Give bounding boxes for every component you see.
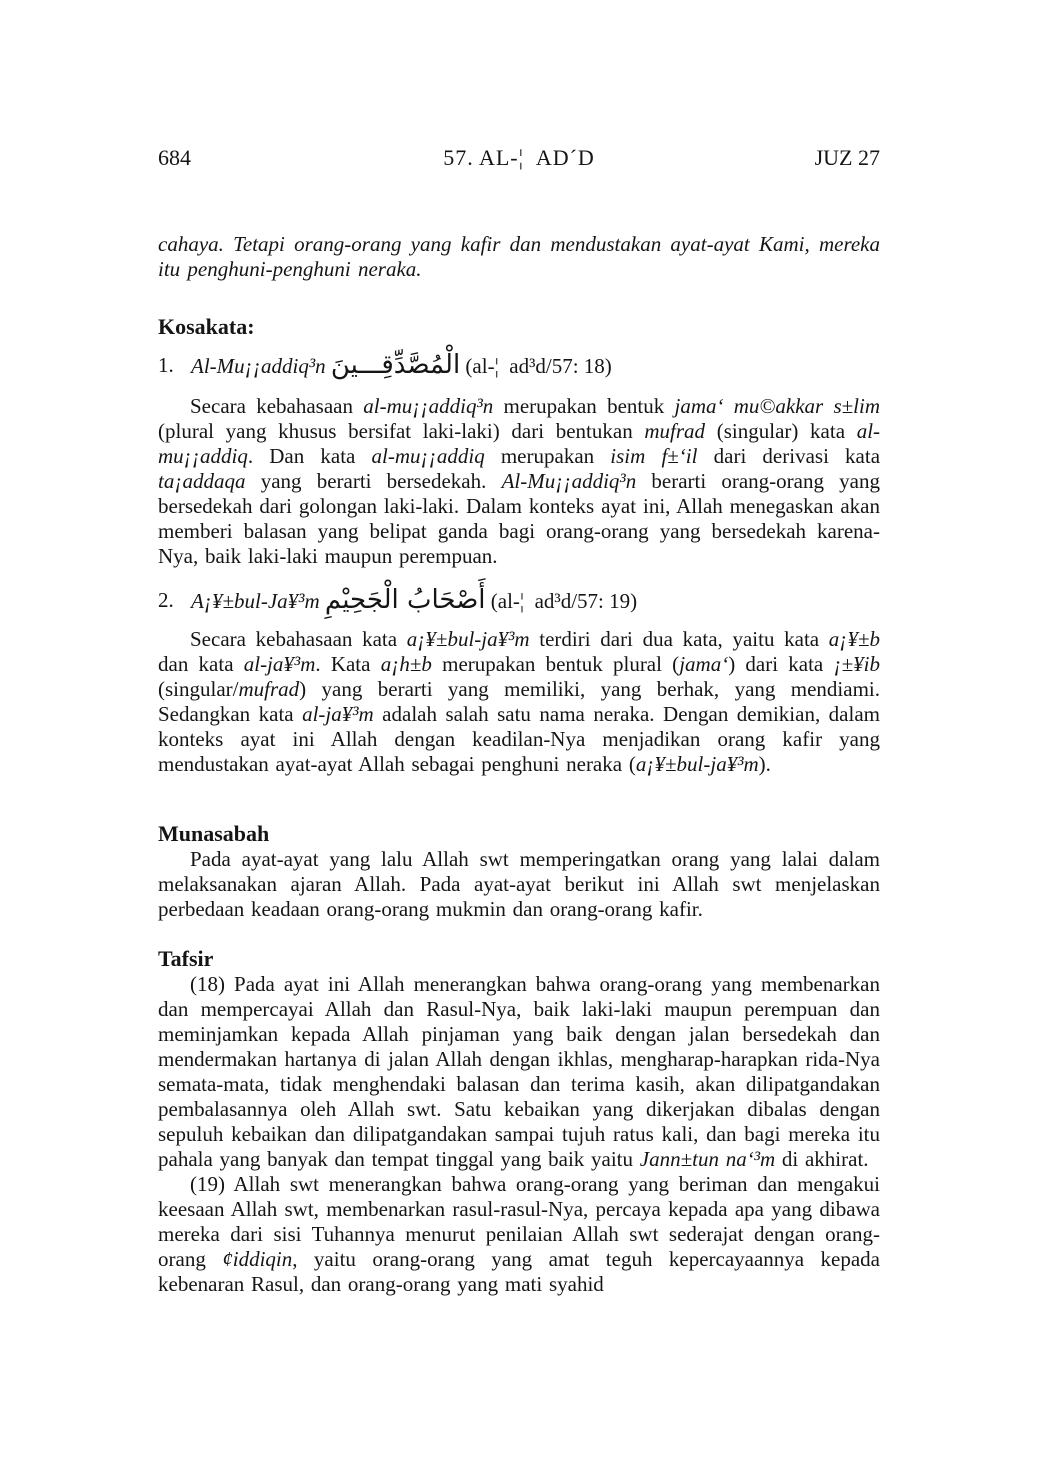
translation-quote-paragraph: cahaya. Tetapi orang-orang yang kafir dan mendustakan ayat-ayat Kami, mereka itu penghuni-penghuni neraka. xyxy=(158,232,880,281)
tafsir-paragraph-19: (19) Allah swt menerangkan bahwa orang-orang yang beriman dan mengakui keesaan Allah swt, membenarkan rasul-rasul-Nya, percaya kepada apa yang dibawa mereka dari sisi Tuhannya menurut penilaian Allah swt sederajat dengan orang-orang ¢iddiqin, yaitu orang-orang yang amat teguh kepercayaannya kepada kebenaran Rasul, dan orang-orang yang mati syahid xyxy=(158,1172,880,1296)
kosakata-heading: Kosakata: xyxy=(158,314,255,339)
vocab-item-2-number: 2. xyxy=(158,588,174,612)
munasabah-heading: Munasabah xyxy=(158,821,270,846)
juz-label: JUZ 27 xyxy=(814,145,880,170)
vocab-item-1 xyxy=(158,342,880,389)
page-header xyxy=(158,146,880,170)
vocab-item-1-term-line: Al-Mu¡¡addiq³n الْمُصَّدِّقِـــينَ (al-¦ ad³d/57: 18) xyxy=(191,350,612,380)
munasabah-paragraph: Pada ayat-ayat yang lalu Allah swt memperingatkan orang yang lalai dalam melaksanakan ajaran Allah. Pada ayat-ayat berikut ini Allah swt menjelaskan perbedaan keadaan orang-orang mukmin dan orang-orang kafir. xyxy=(158,847,880,921)
vocab-item-2-term-line: A¡¥±bul-Ja¥³m أَصْحَابُ الْجَحِيْمِ (al-¦ ad³d/57: 19) xyxy=(191,585,638,615)
page-number: 684 xyxy=(158,145,191,170)
tafsir-body xyxy=(158,972,880,1297)
vocab-item-2 xyxy=(158,577,880,624)
vocab-item-1-number: 1. xyxy=(158,353,174,377)
vocab-item-2-body: Secara kebahasaan kata a¡¥±bul-ja¥³m terdiri dari dua kata, yaitu kata a¡¥±b dan kata al-ja¥³m. Kata a¡h±b merupakan bentuk plural (jama‘) dari kata ¡±¥ib (singular/mufrad) yang berarti yang memiliki, yang berhak, yang mendiami. Sedangkan kata al-ja¥³m adalah salah satu nama neraka. Dengan demikian, dalam konteks ayat ini Allah dengan keadilan-Nya menjadikan orang kafir yang mendustakan ayat-ayat Allah sebagai penghuni neraka (a¡¥±bul-ja¥³m). xyxy=(158,627,880,776)
tafsir-paragraph-18: (18) Pada ayat ini Allah menerangkan bahwa orang-orang yang membenarkan dan mempercayai Allah dan Rasul-Nya, baik laki-laki maupun perempuan dan meminjamkan kepada Allah pinjaman yang baik dengan jalan bersedekah dan mendermakan hartanya di jalan Allah dengan ikhlas, mengharap-harapkan rida-Nya semata-mata, tidak menghendaki balasan dan terima kasih, akan dilipatgandakan pembalasannya oleh Allah swt. Satu kebaikan yang dikerjakan dibalas dengan sepuluh kebaikan dan dilipatgandakan sampai tujuh ratus kali, dan bagi mereka itu pahala yang banyak dan tempat tinggal yang baik yaitu Jann±tun na‘³m di akhirat. xyxy=(158,972,880,1171)
surah-title: 57. AL-¦ AD´D xyxy=(443,145,595,170)
vocab-item-1-body: Secara kebahasaan al-mu¡¡addiq³n merupakan bentuk jama‘ mu©akkar s±lim (plural yang khusus bersifat laki-laki) dari bentukan mufrad (singular) kata al-mu¡¡addiq. Dan kata al-mu¡¡addiq merupakan isim f±‘il dari derivasi kata ta¡addaqa yang berarti bersedekah. Al-Mu¡¡addiq³n berarti orang-orang yang bersedekah dari golongan laki-laki. Dalam konteks ayat ini, Allah menegaskan akan memberi balasan yang belipat ganda bagi orang-orang yang bersedekah karena-Nya, baik laki-laki maupun perempuan. xyxy=(158,394,881,568)
tafsir-heading: Tafsir xyxy=(158,946,214,971)
